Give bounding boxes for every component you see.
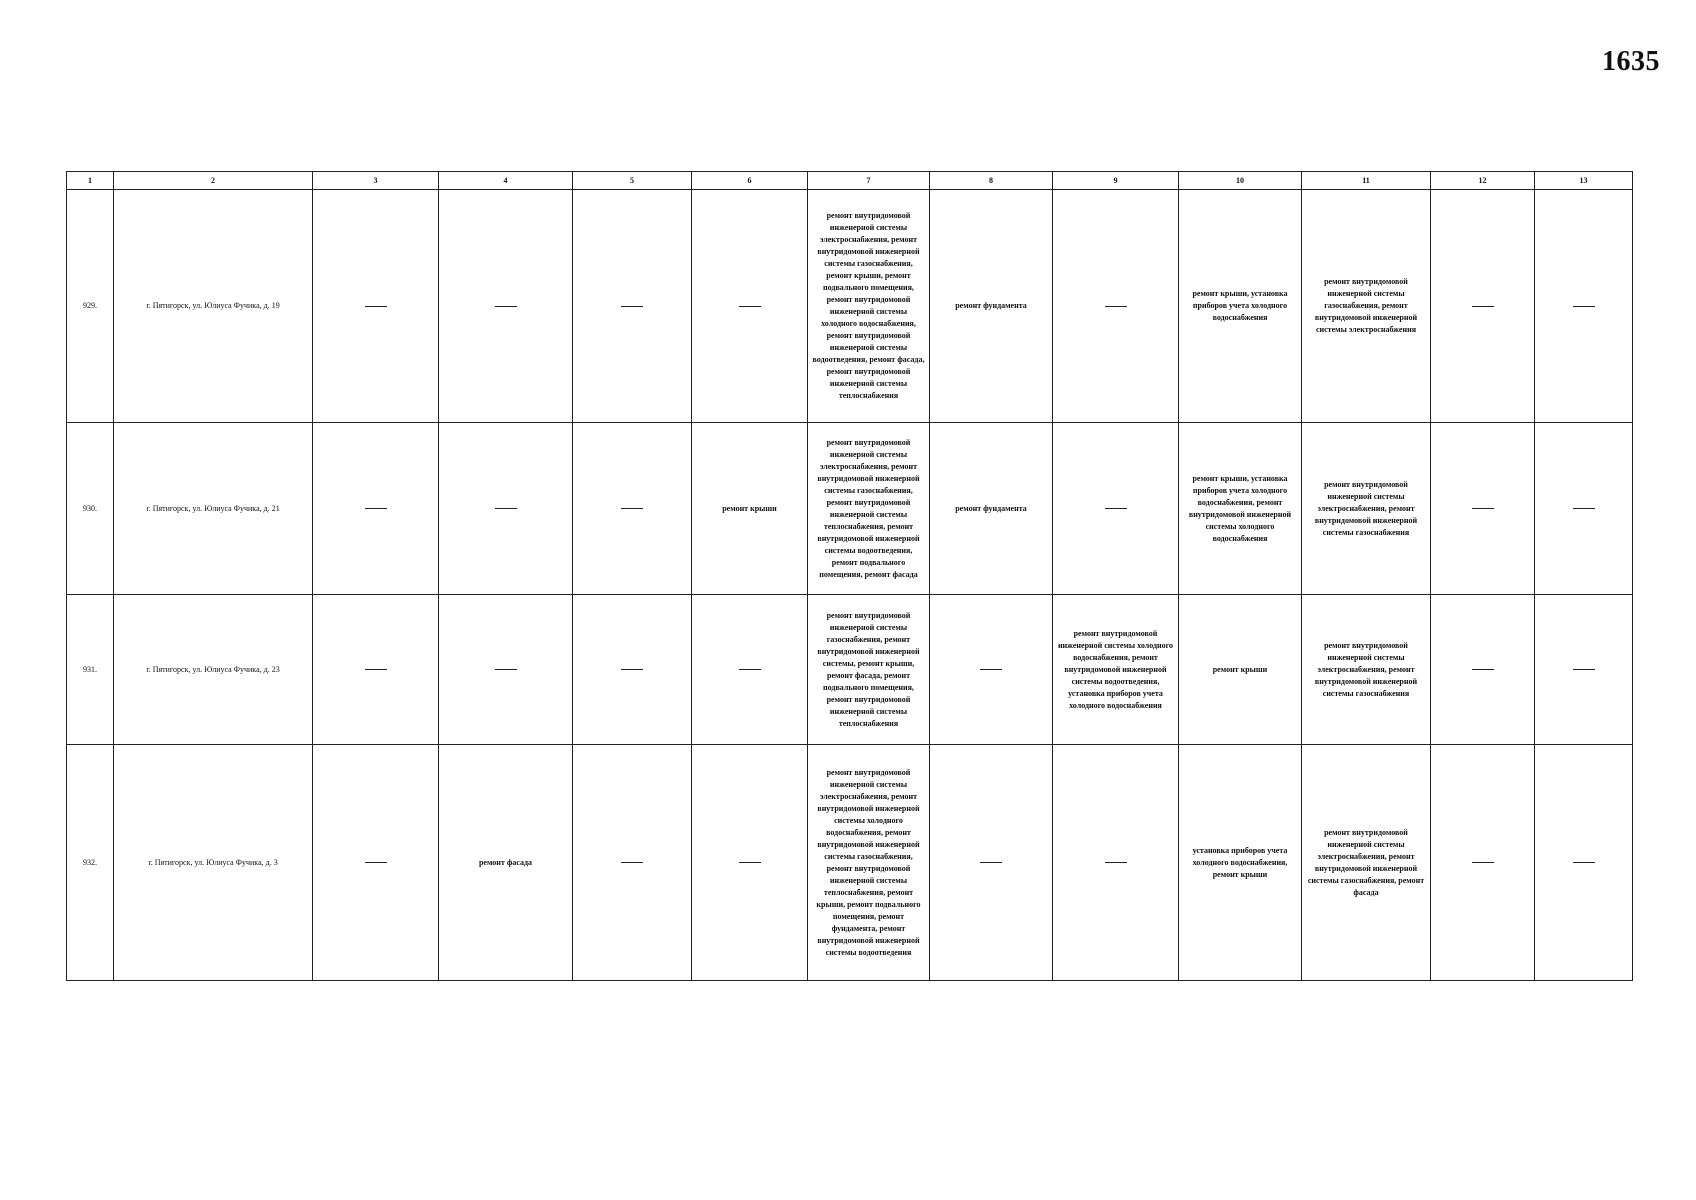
address-cell: г. Пятигорск, ул. Юлиуса Фучика, д. 19 — [114, 190, 313, 423]
dash-mark — [739, 669, 761, 670]
empty-cell — [1053, 745, 1179, 981]
column-header: 4 — [439, 172, 573, 190]
work-description-cell: ремонт внутридомовой инженерной системы электроснабжения, ремонт внутридомовой инженерной системы холодного водоснабжения, ремонт внутридомовой инженерной системы газоснабжения, ремонт внутридомовой инженерной системы теплоснабжения, ремонт крыши, ремонт подвального помещения, ремонт фундамента, ремонт внутридомовой инженерной системы водоотведения — [808, 745, 930, 981]
address-cell: г. Пятигорск, ул. Юлиуса Фучика, д. 23 — [114, 595, 313, 745]
empty-cell — [692, 745, 808, 981]
work-description-cell: ремонт внутридомовой инженерной системы электроснабжения, ремонт внутридомовой инженерной системы газоснабжения, ремонт фасада — [1302, 745, 1431, 981]
column-header: 5 — [573, 172, 692, 190]
dash-mark — [1472, 306, 1494, 307]
column-header: 8 — [930, 172, 1053, 190]
column-header: 11 — [1302, 172, 1431, 190]
work-description-cell: ремонт фасада — [439, 745, 573, 981]
dash-mark — [739, 862, 761, 863]
dash-mark — [621, 669, 643, 670]
column-header: 9 — [1053, 172, 1179, 190]
dash-mark — [1105, 306, 1127, 307]
empty-cell — [1535, 745, 1633, 981]
column-header: 2 — [114, 172, 313, 190]
column-number-header-row — [67, 172, 1633, 190]
column-header: 7 — [808, 172, 930, 190]
work-description-cell: ремонт внутридомовой инженерной системы электроснабжения, ремонт внутридомовой инженерной системы газоснабжения — [1302, 423, 1431, 595]
empty-cell — [1431, 745, 1535, 981]
work-description-cell: ремонт крыши — [692, 423, 808, 595]
empty-cell — [1535, 190, 1633, 423]
empty-cell — [573, 423, 692, 595]
work-description-cell: ремонт внутридомовой инженерной системы газоснабжения, ремонт внутридомовой инженерной системы, ремонт крыши, ремонт фасада, ремонт подвального помещения, ремонт внутридомовой инженерной системы теплоснабжения — [808, 595, 930, 745]
empty-cell — [1053, 190, 1179, 423]
dash-mark — [739, 306, 761, 307]
work-description-cell: ремонт внутридомовой инженерной системы газоснабжения, ремонт внутридомовой инженерной системы электроснабжения — [1302, 190, 1431, 423]
dash-mark — [495, 669, 517, 670]
work-description-cell: ремонт крыши — [1179, 595, 1302, 745]
empty-cell — [313, 745, 439, 981]
dash-mark — [495, 508, 517, 509]
dash-mark — [365, 669, 387, 670]
dash-mark — [365, 508, 387, 509]
dash-mark — [1105, 862, 1127, 863]
table-row — [67, 595, 1633, 745]
column-header: 1 — [67, 172, 114, 190]
dash-mark — [1573, 306, 1595, 307]
dash-mark — [1472, 862, 1494, 863]
column-header: 13 — [1535, 172, 1633, 190]
dash-mark — [1573, 508, 1595, 509]
empty-cell — [573, 190, 692, 423]
dash-mark — [1472, 669, 1494, 670]
dash-mark — [980, 862, 1002, 863]
row-number: 931. — [67, 595, 114, 745]
work-description-cell: ремонт фундамента — [930, 423, 1053, 595]
empty-cell — [1535, 595, 1633, 745]
work-description-cell: ремонт внутридомовой инженерной системы электроснабжения, ремонт внутридомовой инженерной системы газоснабжения, ремонт внутридомовой инженерной системы теплоснабжения, ремонт внутридомовой инженерной системы водоотведения, ремонт подвального помещения, ремонт фасада — [808, 423, 930, 595]
empty-cell — [930, 595, 1053, 745]
work-description-cell: установка приборов учета холодного водоснабжения, ремонт крыши — [1179, 745, 1302, 981]
table-row — [67, 423, 1633, 595]
dash-mark — [365, 306, 387, 307]
empty-cell — [1431, 595, 1535, 745]
work-description-cell: ремонт внутридомовой инженерной системы электроснабжения, ремонт внутридомовой инженерной системы газоснабжения, ремонт крыши, ремонт подвального помещения, ремонт внутридомовой инженерной системы холодного водоснабжения, ремонт внутридомовой инженерной системы водоотведения, ремонт фасада, ремонт внутридомовой инженерной системы теплоснабжения — [808, 190, 930, 423]
dash-mark — [495, 306, 517, 307]
dash-mark — [1472, 508, 1494, 509]
row-number: 932. — [67, 745, 114, 981]
dash-mark — [1573, 862, 1595, 863]
work-description-cell: ремонт внутридомовой инженерной системы холодного водоснабжения, ремонт внутридомовой инженерной системы водоотведения, установка приборов учета холодного водоснабжения — [1053, 595, 1179, 745]
empty-cell — [1431, 423, 1535, 595]
column-header: 3 — [313, 172, 439, 190]
work-description-cell: ремонт крыши, установка приборов учета холодного водоснабжения — [1179, 190, 1302, 423]
page-number: 1635 — [1602, 46, 1660, 77]
address-cell: г. Пятигорск, ул. Юлиуса Фучика, д. 3 — [114, 745, 313, 981]
row-number: 929. — [67, 190, 114, 423]
dash-mark — [980, 669, 1002, 670]
work-description-cell: ремонт внутридомовой инженерной системы электроснабжения, ремонт внутридомовой инженерной системы газоснабжения — [1302, 595, 1431, 745]
row-number: 930. — [67, 423, 114, 595]
work-description-cell: ремонт крыши, установка приборов учета холодного водоснабжения, ремонт внутридомовой инженерной системы холодного водоснабжения — [1179, 423, 1302, 595]
empty-cell — [313, 190, 439, 423]
work-description-cell: ремонт фундамента — [930, 190, 1053, 423]
dash-mark — [621, 508, 643, 509]
dash-mark — [365, 862, 387, 863]
empty-cell — [1431, 190, 1535, 423]
address-cell: г. Пятигорск, ул. Юлиуса Фучика, д. 21 — [114, 423, 313, 595]
empty-cell — [573, 595, 692, 745]
dash-mark — [621, 862, 643, 863]
column-header: 6 — [692, 172, 808, 190]
dash-mark — [1105, 508, 1127, 509]
empty-cell — [1535, 423, 1633, 595]
table-row — [67, 190, 1633, 423]
empty-cell — [439, 190, 573, 423]
empty-cell — [1053, 423, 1179, 595]
column-header: 12 — [1431, 172, 1535, 190]
table-row — [67, 745, 1633, 981]
empty-cell — [573, 745, 692, 981]
empty-cell — [930, 745, 1053, 981]
empty-cell — [439, 423, 573, 595]
empty-cell — [692, 190, 808, 423]
empty-cell — [313, 595, 439, 745]
dash-mark — [621, 306, 643, 307]
empty-cell — [313, 423, 439, 595]
empty-cell — [439, 595, 573, 745]
repair-schedule-table — [66, 171, 1633, 981]
dash-mark — [1573, 669, 1595, 670]
column-header: 10 — [1179, 172, 1302, 190]
empty-cell — [692, 595, 808, 745]
